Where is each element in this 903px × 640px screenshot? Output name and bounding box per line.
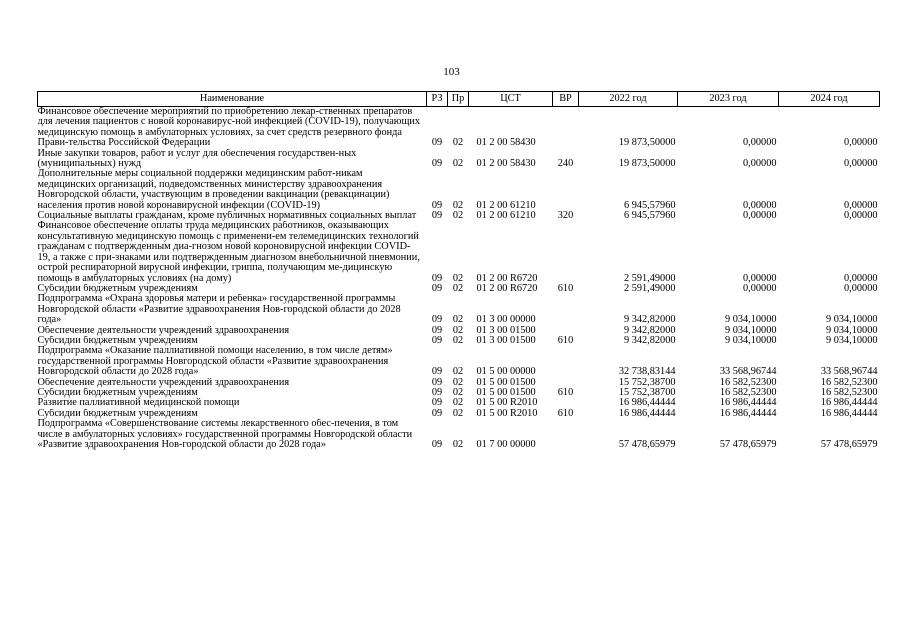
row-pr: 02	[452, 325, 464, 336]
row-2022: 2 591,49000	[624, 272, 676, 284]
row-2024: 0,00000	[844, 137, 878, 149]
row-2022: 32 738,83144	[618, 366, 676, 378]
header-row	[38, 92, 880, 107]
table-row	[38, 336, 880, 346]
row-name: Субсидии бюджетным учреждениям	[37, 335, 198, 346]
row-rz: 09	[431, 199, 443, 211]
row-cst: 01 5 00 00000	[476, 366, 536, 378]
row-2023: 9 034,10000	[725, 335, 777, 346]
row-pr: 02	[452, 335, 464, 346]
row-2024: 9 034,10000	[826, 325, 878, 336]
header-pr: Пр	[448, 92, 469, 107]
row-2024: 9 034,10000	[826, 314, 878, 326]
row-2023: 16 986,44444	[719, 398, 777, 409]
row-2023: 0,00000	[743, 158, 777, 170]
row-2024: 0,00000	[844, 272, 878, 284]
row-name: Развитие паллиативной медицинской помощи	[37, 398, 240, 409]
row-pr: 02	[452, 408, 464, 419]
header-vr: ВР	[553, 92, 579, 107]
row-vr: 320	[557, 211, 574, 222]
row-vr: 610	[557, 335, 574, 346]
row-2024: 16 986,44444	[820, 408, 878, 419]
row-rz: 09	[431, 325, 443, 336]
row-2024: 33 568,96744	[820, 366, 878, 378]
table-row	[38, 107, 880, 149]
row-2023: 16 986,44444	[719, 408, 777, 419]
table-row	[38, 398, 880, 408]
row-2024: 57 478,65979	[820, 439, 878, 450]
row-vr	[553, 346, 579, 377]
row-vr	[553, 169, 579, 211]
row-2022: 16 986,44444	[618, 398, 676, 409]
row-2023: 57 478,65979	[719, 439, 777, 450]
row-rz: 09	[431, 137, 443, 149]
table-row	[38, 409, 880, 419]
row-vr	[553, 294, 579, 325]
row-pr: 02	[452, 398, 464, 409]
row-cst: 01 3 00 01500	[476, 335, 536, 346]
row-name: Обеспечение деятельности учреждений здравоохранения	[37, 377, 290, 388]
row-2024: 16 986,44444	[820, 398, 878, 409]
row-pr: 02	[452, 199, 464, 211]
row-cst: 01 2 00 61210	[476, 211, 536, 222]
row-vr: 610	[557, 408, 574, 419]
row-cst: 01 5 00 R2010	[476, 398, 538, 409]
table-row	[38, 149, 880, 170]
row-2022: 19 873,50000	[618, 158, 676, 170]
row-vr	[553, 326, 579, 336]
row-pr: 02	[452, 439, 464, 450]
row-rz: 09	[431, 211, 443, 222]
row-2024: 9 034,10000	[826, 335, 878, 346]
row-2022: 2 591,49000	[624, 283, 676, 294]
header-cst: ЦСТ	[469, 92, 553, 107]
row-cst: 01 7 00 00000	[476, 439, 536, 450]
row-2022: 9 342,82000	[624, 325, 676, 336]
row-rz: 09	[431, 366, 443, 378]
row-2024: 0,00000	[844, 199, 878, 211]
table-row	[38, 388, 880, 398]
row-name: Подпрограмма «Совершенствование системы лекарственного обес-печения, в том числе в амбулаторных условиях» государственной программы Новгородской области «Развитие здравоохранения Нов-городской области до 2028 года»	[37, 419, 413, 450]
row-2022: 57 478,65979	[618, 439, 676, 450]
row-2024: 16 582,52300	[820, 377, 878, 388]
row-vr: 610	[557, 283, 574, 294]
table-row	[38, 378, 880, 388]
row-rz: 09	[431, 335, 443, 346]
row-2024: 0,00000	[844, 283, 878, 294]
row-cst: 01 3 00 01500	[476, 325, 536, 336]
row-rz: 09	[431, 398, 443, 409]
row-2023: 16 582,52300	[719, 377, 777, 388]
row-rz: 09	[431, 314, 443, 326]
row-name: Субсидии бюджетным учреждениям	[37, 387, 198, 398]
header-2022: 2022 год	[579, 92, 678, 107]
row-name: Подпрограмма «Охрана здоровья матери и ребенка» государственной программы Новгородской области «Развитие здравоохранения Нов-городской области до 2028 года»	[37, 294, 401, 326]
row-rz: 09	[431, 439, 443, 450]
row-pr: 02	[452, 387, 464, 398]
row-name: Иные закупки товаров, работ и услуг для обеспечения государствен-ных (муниципальных) нужд	[37, 148, 357, 170]
row-pr: 02	[452, 314, 464, 326]
row-2023: 9 034,10000	[725, 325, 777, 336]
row-cst: 01 2 00 R6720	[476, 272, 538, 284]
page-number: 103	[443, 66, 460, 78]
table-row	[38, 221, 880, 283]
table-row	[38, 326, 880, 336]
row-vr: 240	[557, 158, 574, 170]
header-rz: РЗ	[427, 92, 448, 107]
row-pr: 02	[452, 211, 464, 222]
row-vr	[553, 398, 579, 408]
row-2023: 0,00000	[743, 272, 777, 284]
row-name: Подпрограмма «Оказание паллиативной помощи населению, в том числе детям» государственной программы Новгородской области «Развитие здравоохранения Новгородской области до 2028 года»	[37, 346, 393, 378]
row-cst: 01 5 00 01500	[476, 377, 536, 388]
table-row	[38, 346, 880, 377]
row-name: Дополнительные меры социальной поддержки медицинским работ-никам медицинских организаций, подведомственных министерству здравоохранения Новгородской области, участвующим в проведении вакцинации (ревакцинации) населения против новой коронавирусной инфекции (COVID-19)	[37, 169, 390, 211]
row-cst: 01 5 00 R2010	[476, 408, 538, 419]
row-vr	[553, 221, 579, 283]
row-name: Субсидии бюджетным учреждениям	[37, 283, 198, 294]
row-pr: 02	[452, 283, 464, 294]
table-row	[38, 169, 880, 211]
table-row	[38, 294, 880, 325]
row-pr: 02	[452, 137, 464, 149]
row-2024: 0,00000	[844, 211, 878, 222]
row-cst: 01 2 00 61210	[476, 199, 536, 211]
row-2023: 0,00000	[743, 137, 777, 149]
row-cst: 01 3 00 00000	[476, 314, 536, 326]
table-header	[38, 92, 880, 107]
row-name: Социальные выплаты гражданам, кроме публичных нормативных социальных выплат	[37, 211, 417, 222]
table-row	[38, 211, 880, 221]
table-body	[38, 107, 880, 451]
row-2023: 0,00000	[743, 283, 777, 294]
table-row	[38, 284, 880, 294]
row-vr	[553, 378, 579, 388]
row-rz: 09	[431, 272, 443, 284]
row-2024: 16 582,52300	[820, 387, 878, 398]
row-2022: 15 752,38700	[618, 387, 676, 398]
row-name: Субсидии бюджетным учреждениям	[37, 408, 198, 419]
row-2023: 9 034,10000	[725, 314, 777, 326]
row-2022: 16 986,44444	[618, 408, 676, 419]
table-row	[38, 419, 880, 450]
row-cst: 01 2 00 R6720	[476, 283, 538, 294]
row-rz: 09	[431, 387, 443, 398]
row-vr	[553, 419, 579, 450]
row-2022: 6 945,57960	[624, 211, 676, 222]
row-vr	[553, 107, 579, 149]
row-2022: 9 342,82000	[624, 314, 676, 326]
header-2023: 2023 год	[678, 92, 779, 107]
row-name: Финансовое обеспечение оплаты труда медицинских работников, оказывающих консультативную медицинскую помощь с применени-ем телемедицинских технологий гражданам с подтвержденным диа-гнозом новой короновирусной инфекции COVID-19, а также с при-знаками или подтвержденным диагнозом внебольничной пневмонии, острой респираторной вирусной инфекции, гриппа, получающим ме-дицинскую помощь в амбулаторных условиях (на дому)	[37, 221, 420, 284]
row-vr: 610	[557, 387, 574, 398]
row-rz: 09	[431, 408, 443, 419]
row-name: Обеспечение деятельности учреждений здравоохранения	[37, 325, 290, 336]
header-2024: 2024 год	[779, 92, 880, 107]
row-pr: 02	[452, 272, 464, 284]
row-pr: 02	[452, 377, 464, 388]
row-2022: 6 945,57960	[624, 199, 676, 211]
row-pr: 02	[452, 366, 464, 378]
row-2023: 33 568,96744	[719, 366, 777, 378]
row-2024: 0,00000	[844, 158, 878, 170]
row-cst: 01 5 00 01500	[476, 387, 536, 398]
row-2022: 9 342,82000	[624, 335, 676, 346]
budget-table	[37, 91, 880, 450]
row-pr: 02	[452, 158, 464, 170]
row-cst: 01 2 00 58430	[476, 137, 536, 149]
row-2022: 15 752,38700	[618, 377, 676, 388]
row-2023: 0,00000	[743, 211, 777, 222]
header-name: Наименование	[38, 92, 427, 107]
row-2023: 0,00000	[743, 199, 777, 211]
row-cst: 01 2 00 58430	[476, 158, 536, 170]
row-name: Финансовое обеспечение мероприятий по приобретению лекар-ственных препаратов для лечения пациентов с новой коронавирус-ной инфекцией (COVID-19), получающих медицинскую помощь в амбулаторных условиях, за счет средств резервного фонда Прави-тельства Российской Федерации	[37, 106, 421, 149]
row-2022: 19 873,50000	[618, 137, 676, 149]
row-2023: 16 582,52300	[719, 387, 777, 398]
row-rz: 09	[431, 158, 443, 170]
row-rz: 09	[431, 283, 443, 294]
row-rz: 09	[431, 377, 443, 388]
